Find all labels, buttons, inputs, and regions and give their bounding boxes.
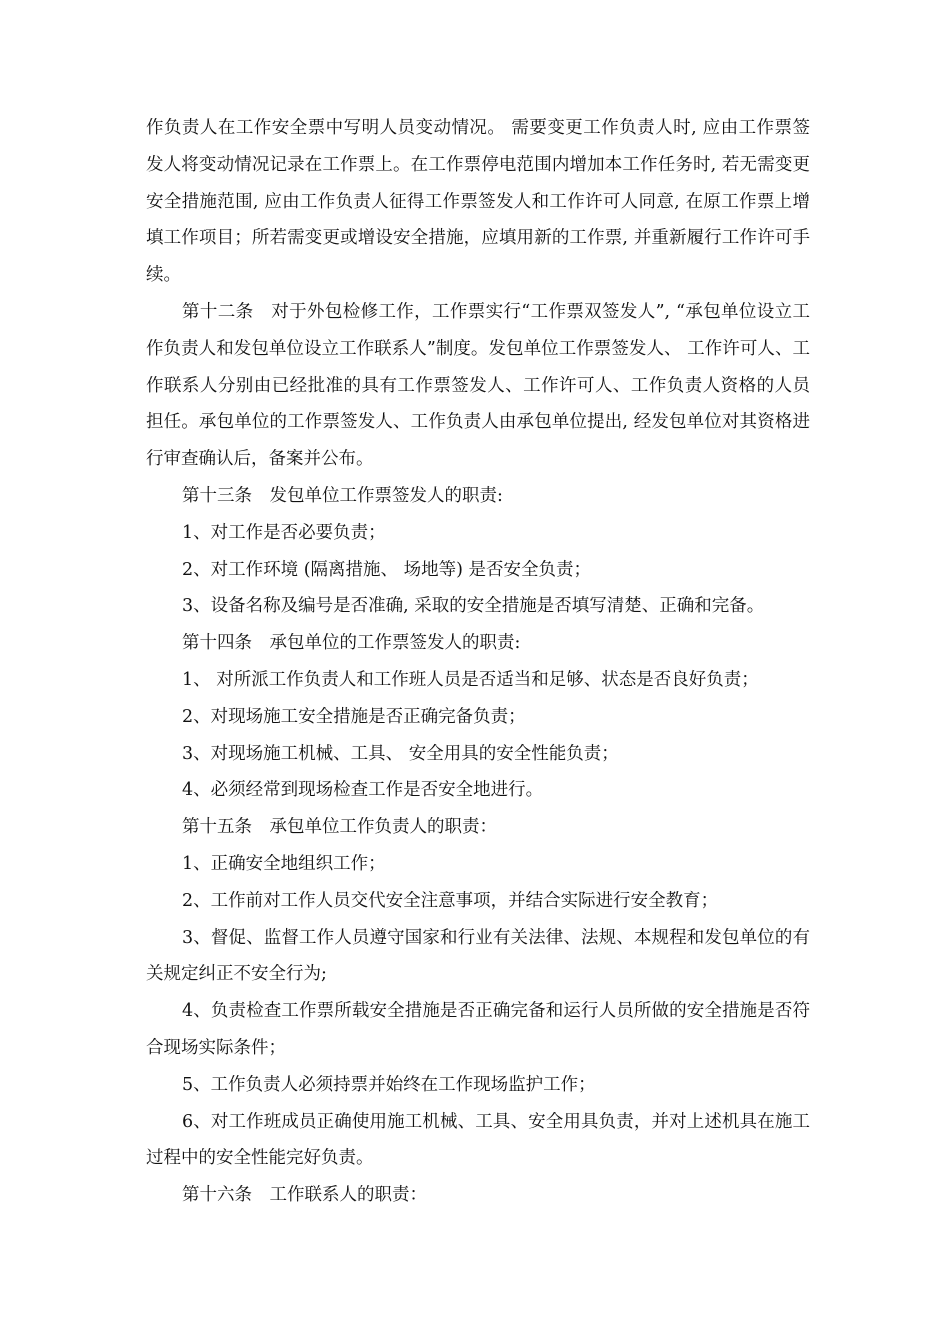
list-item-article-13-1: 1、对工作是否必要负责； — [182, 522, 386, 543]
list-item-article-15-3: 3、督促、监督工作人员遵守国家和行业有关法律、法规、本规程和发包单位的有关规定纠正不安全行为; — [146, 927, 810, 985]
paragraph-article-12: 第十二条 对于外包检修工作，工作票实行“工作票双签发人”, “承包单位设立工作负责人和发包单位设立工作联系人”制度。发包单位工作票签发人、 工作许可人、工作联系人分别由已经批准的具有工作票签发人、工作许可人、工作负责人资格的人员担任。承包单位的工作票签发人、工作负责人由承包单位提出, 经发包单位对其资格进行审查确认后，备案并公布。 — [146, 301, 810, 470]
heading-article-13: 第十三条 发包单位工作票签发人的职责: — [182, 485, 503, 506]
list-item-article-15-1: 1、正确安全地组织工作； — [182, 853, 386, 874]
paragraph-work-responsible-change: 作负责人在工作安全票中写明人员变动情况。 需要变更工作负责人时, 应由工作票签发人将变动情况记录在工作票上。在工作票停电范围内增加本工作任务时, 若无需变更安全措施范围, 应由工作负责人征得工作票签发人和工作许可人同意, 在原工作票上增填工作项目；所若需变更或增设安全措施，应填用新的工作票, 并重新履行工作许可手续。 — [146, 118, 810, 286]
list-item-article-13-3: 3、设备名称及编号是否准确, 采取的安全措施是否填写清楚、正确和完备。 — [182, 596, 765, 617]
list-item-article-13-2: 2、对工作环境 (隔离措施、 场地等) 是否安全负责； — [182, 559, 591, 580]
list-item-article-14-3: 3、对现场施工机械、工具、 安全用具的安全性能负责； — [182, 743, 619, 764]
list-item-article-14-1: 1、 对所派工作负责人和工作班人员是否适当和足够、状态是否良好负责； — [182, 669, 759, 690]
heading-article-14: 第十四条 承包单位的工作票签发人的职责: — [182, 633, 521, 654]
heading-article-16: 第十六条 工作联系人的职责： — [182, 1185, 427, 1206]
list-item-article-15-6: 6、对工作班成员正确使用施工机械、工具、安全用具负责，并对上述机具在施工过程中的安全性能完好负责。 — [146, 1111, 810, 1169]
list-item-article-14-4: 4、必须经常到现场检查工作是否安全地进行。 — [182, 780, 544, 801]
heading-article-15: 第十五条 承包单位工作负责人的职责： — [182, 817, 497, 838]
list-item-article-15-2: 2、工作前对工作人员交代安全注意事项，并结合实际进行安全教育； — [182, 890, 719, 911]
list-item-article-15-4: 4、负责检查工作票所载安全措施是否正确完备和运行人员所做的安全措施是否符合现场实际条件； — [146, 1001, 810, 1058]
list-item-article-14-2: 2、对现场施工安全措施是否正确完备负责； — [182, 706, 526, 727]
document-body — [146, 110, 810, 1214]
list-item-article-15-5: 5、工作负责人必须持票并始终在工作现场监护工作； — [182, 1074, 596, 1095]
